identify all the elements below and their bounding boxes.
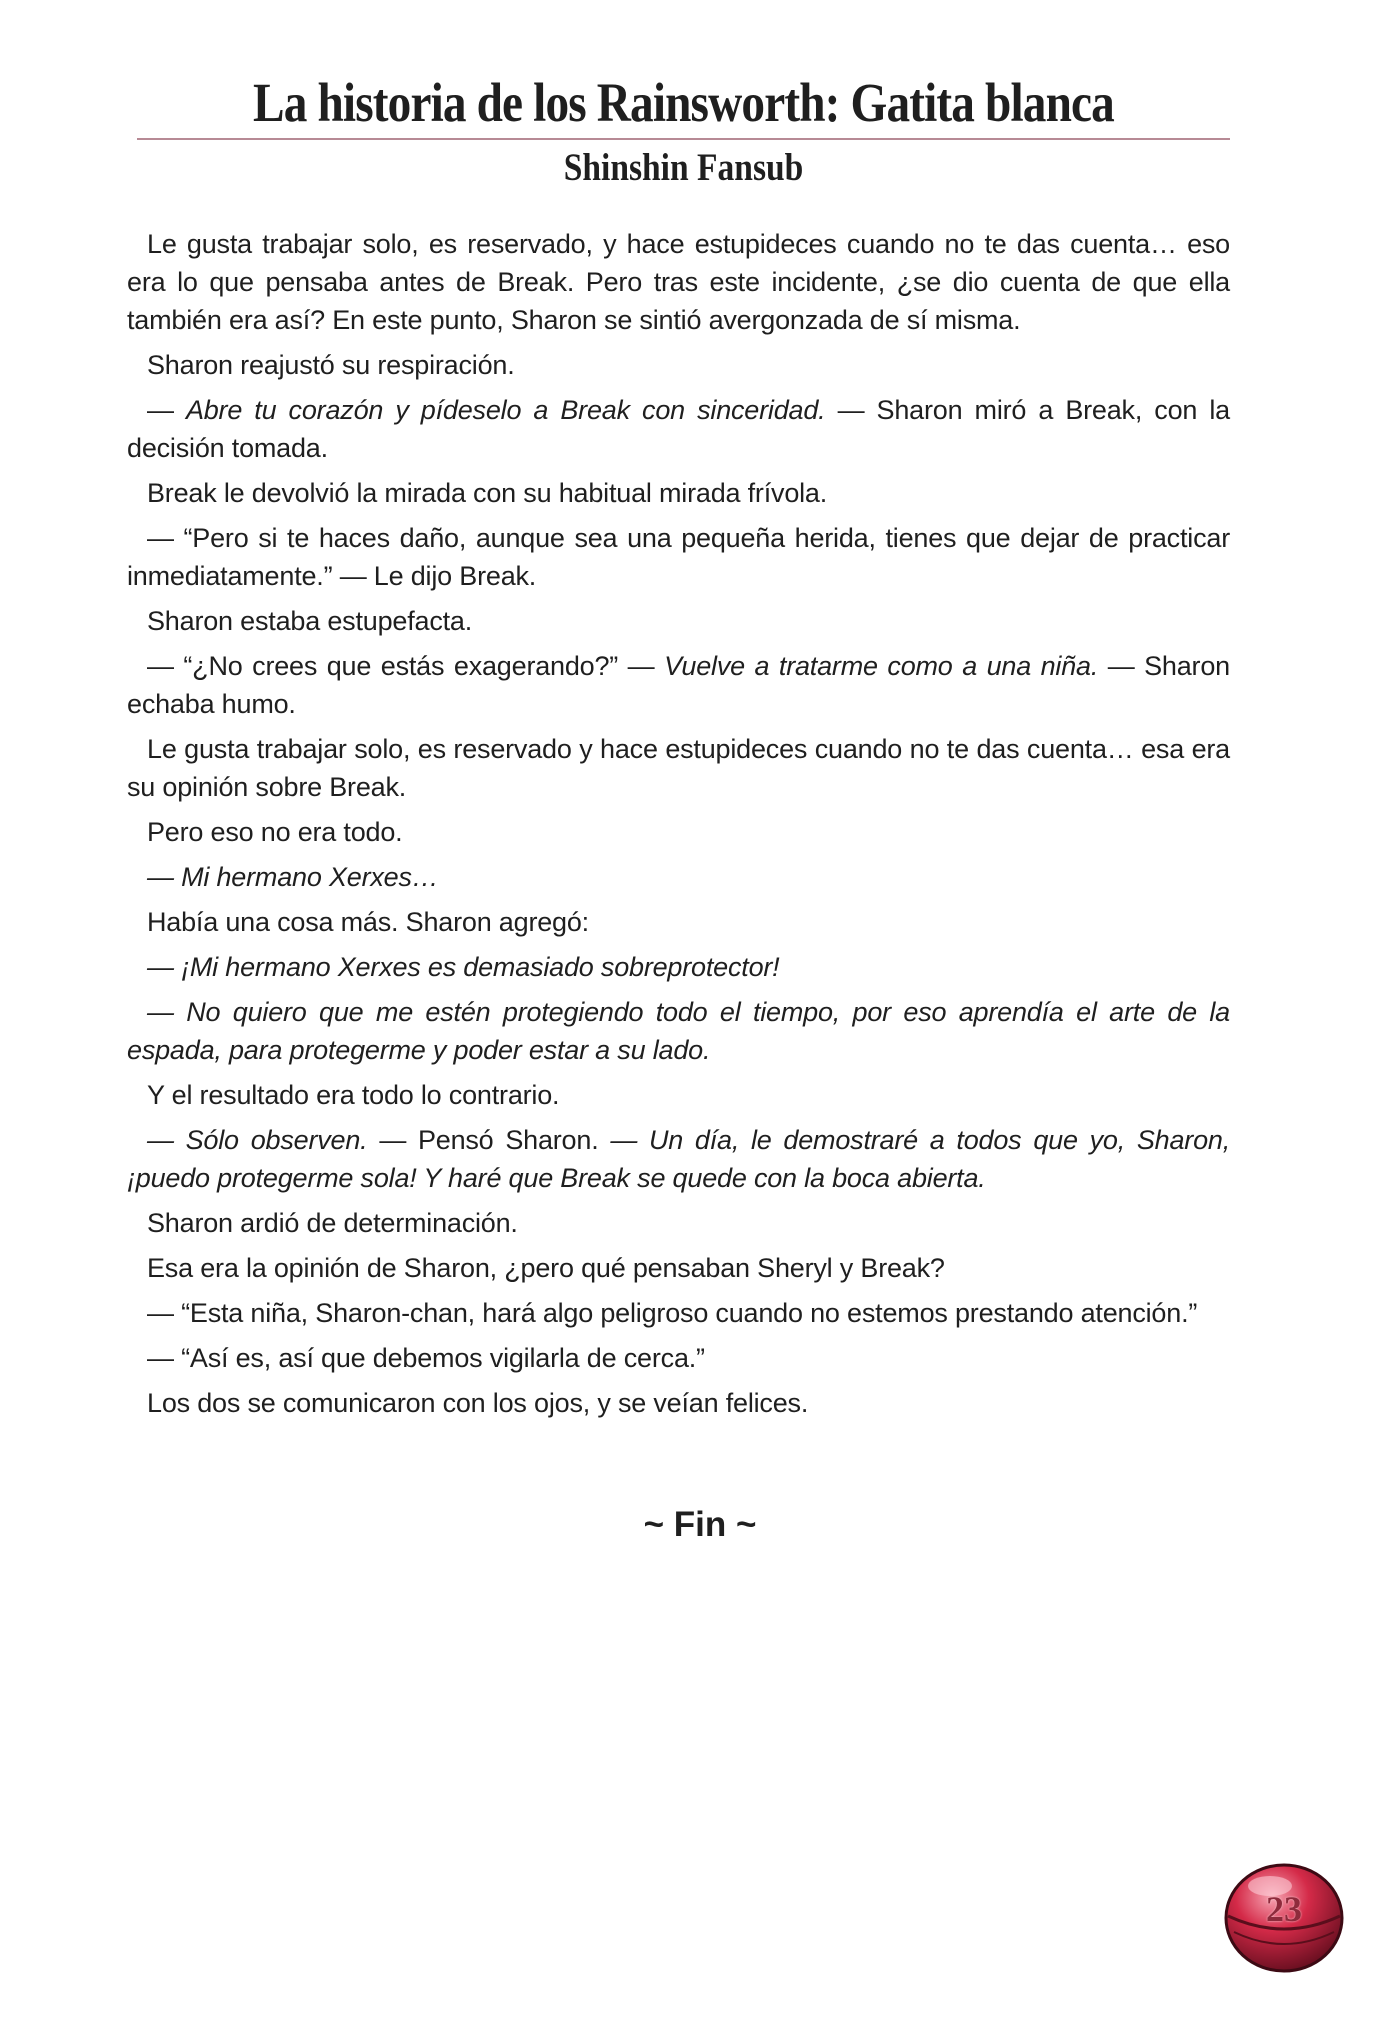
paragraph-text: Los dos se comunicaron con los ojos, y se veían felices. xyxy=(147,1388,809,1418)
paragraph-text: — Sharon miró a Break, con la decisión tomada. xyxy=(127,395,1230,463)
end-mark: ~ Fin ~ xyxy=(643,1505,757,1544)
italic-text: — No quiero que me estén protegiendo todo el tiempo, por eso aprendía el arte de la espada, para protegerme y poder estar a su lado. xyxy=(127,997,1230,1065)
story-paragraph xyxy=(127,474,1230,512)
italic-text: — ¡Mi hermano Xerxes es demasiado sobreprotector! xyxy=(147,952,780,982)
story-paragraph xyxy=(127,346,1230,384)
paragraph-text: Había una cosa más. Sharon agregó: xyxy=(147,907,589,937)
page-number: 23 xyxy=(1266,1889,1302,1929)
story-paragraph xyxy=(127,903,1230,941)
story-paragraph xyxy=(127,813,1230,851)
paragraph-text: — “¿No crees que estás exagerando?” — xyxy=(147,651,665,681)
header-rule xyxy=(137,138,1230,140)
story-paragraph xyxy=(127,519,1230,595)
story-paragraph xyxy=(127,391,1230,467)
story-paragraph xyxy=(127,1339,1230,1377)
story-paragraph xyxy=(127,1121,1230,1197)
story-paragraph xyxy=(127,1384,1230,1422)
story-paragraph xyxy=(127,993,1230,1069)
paragraph-text: Pero eso no era todo. xyxy=(147,817,403,847)
paragraph-text: Break le devolvió la mirada con su habitual mirada frívola. xyxy=(147,478,828,508)
fansub-credit: Shinshin Fansub xyxy=(563,146,804,189)
story-paragraph xyxy=(127,225,1230,339)
book-title: La historia de los Rainsworth: Gatita blanca xyxy=(253,72,1114,133)
story-paragraph xyxy=(127,602,1230,640)
story-paragraph xyxy=(127,858,1230,896)
paragraph-text: — Pensó Sharon. xyxy=(367,1125,611,1155)
italic-text: — Un día, le demostraré a todos que yo, Sharon, ¡puedo protegerme sola! Y haré que Break se quede con la boca abierta. xyxy=(127,1125,1231,1193)
story-paragraph xyxy=(127,647,1230,723)
story-paragraph xyxy=(127,1249,1230,1287)
paragraph-text: Y el resultado era todo lo contrario. xyxy=(147,1080,560,1110)
page-header xyxy=(137,70,1230,192)
paragraph-text: — “Esta niña, Sharon-chan, hará algo peligroso cuando no estemos prestando atención.” xyxy=(147,1298,1198,1328)
paragraph-text: Sharon ardió de determinación. xyxy=(147,1208,518,1238)
paragraph-text: Esa era la opinión de Sharon, ¿pero qué pensaban Sheryl y Break? xyxy=(147,1253,945,1283)
italic-text: — Mi hermano Xerxes… xyxy=(147,862,439,892)
paragraph-text: — Sharon echaba humo. xyxy=(127,651,1230,719)
story-paragraph xyxy=(127,1294,1230,1332)
paragraph-text: Le gusta trabajar solo, es reservado y hace estupideces cuando no te das cuenta… esa era su opinión sobre Break. xyxy=(127,734,1230,802)
story-paragraph xyxy=(127,948,1230,986)
paragraph-text: Sharon reajustó su respiración. xyxy=(147,350,515,380)
page-number-badge xyxy=(1222,1858,1346,1974)
paragraph-text: Sharon estaba estupefacta. xyxy=(147,606,473,636)
italic-text: Vuelve a tratarme como a una niña. xyxy=(664,651,1099,681)
story-paragraph xyxy=(127,1204,1230,1242)
italic-text: Abre tu corazón y pídeselo a Break con sinceridad. xyxy=(185,395,826,425)
paragraph-text: Le gusta trabajar solo, es reservado, y hace estupideces cuando no te das cuenta… eso era lo que pensaba antes de Break. Pero tras este incidente, ¿se dio cuenta de que ella también era así? En este punto, Sharon se sintió avergonzada de sí misma. xyxy=(127,229,1230,335)
paragraph-text: — xyxy=(147,395,186,425)
story-paragraph xyxy=(127,1076,1230,1114)
paragraph-text: — “Pero si te haces daño, aunque sea una pequeña herida, tienes que dejar de practicar inmediatamente.” — Le dijo Break. xyxy=(127,523,1230,591)
italic-text: — Sólo observen. xyxy=(147,1125,368,1155)
story-body xyxy=(127,225,1230,1429)
story-paragraph xyxy=(127,730,1230,806)
paragraph-text: — “Así es, así que debemos vigilarla de cerca.” xyxy=(147,1343,705,1373)
